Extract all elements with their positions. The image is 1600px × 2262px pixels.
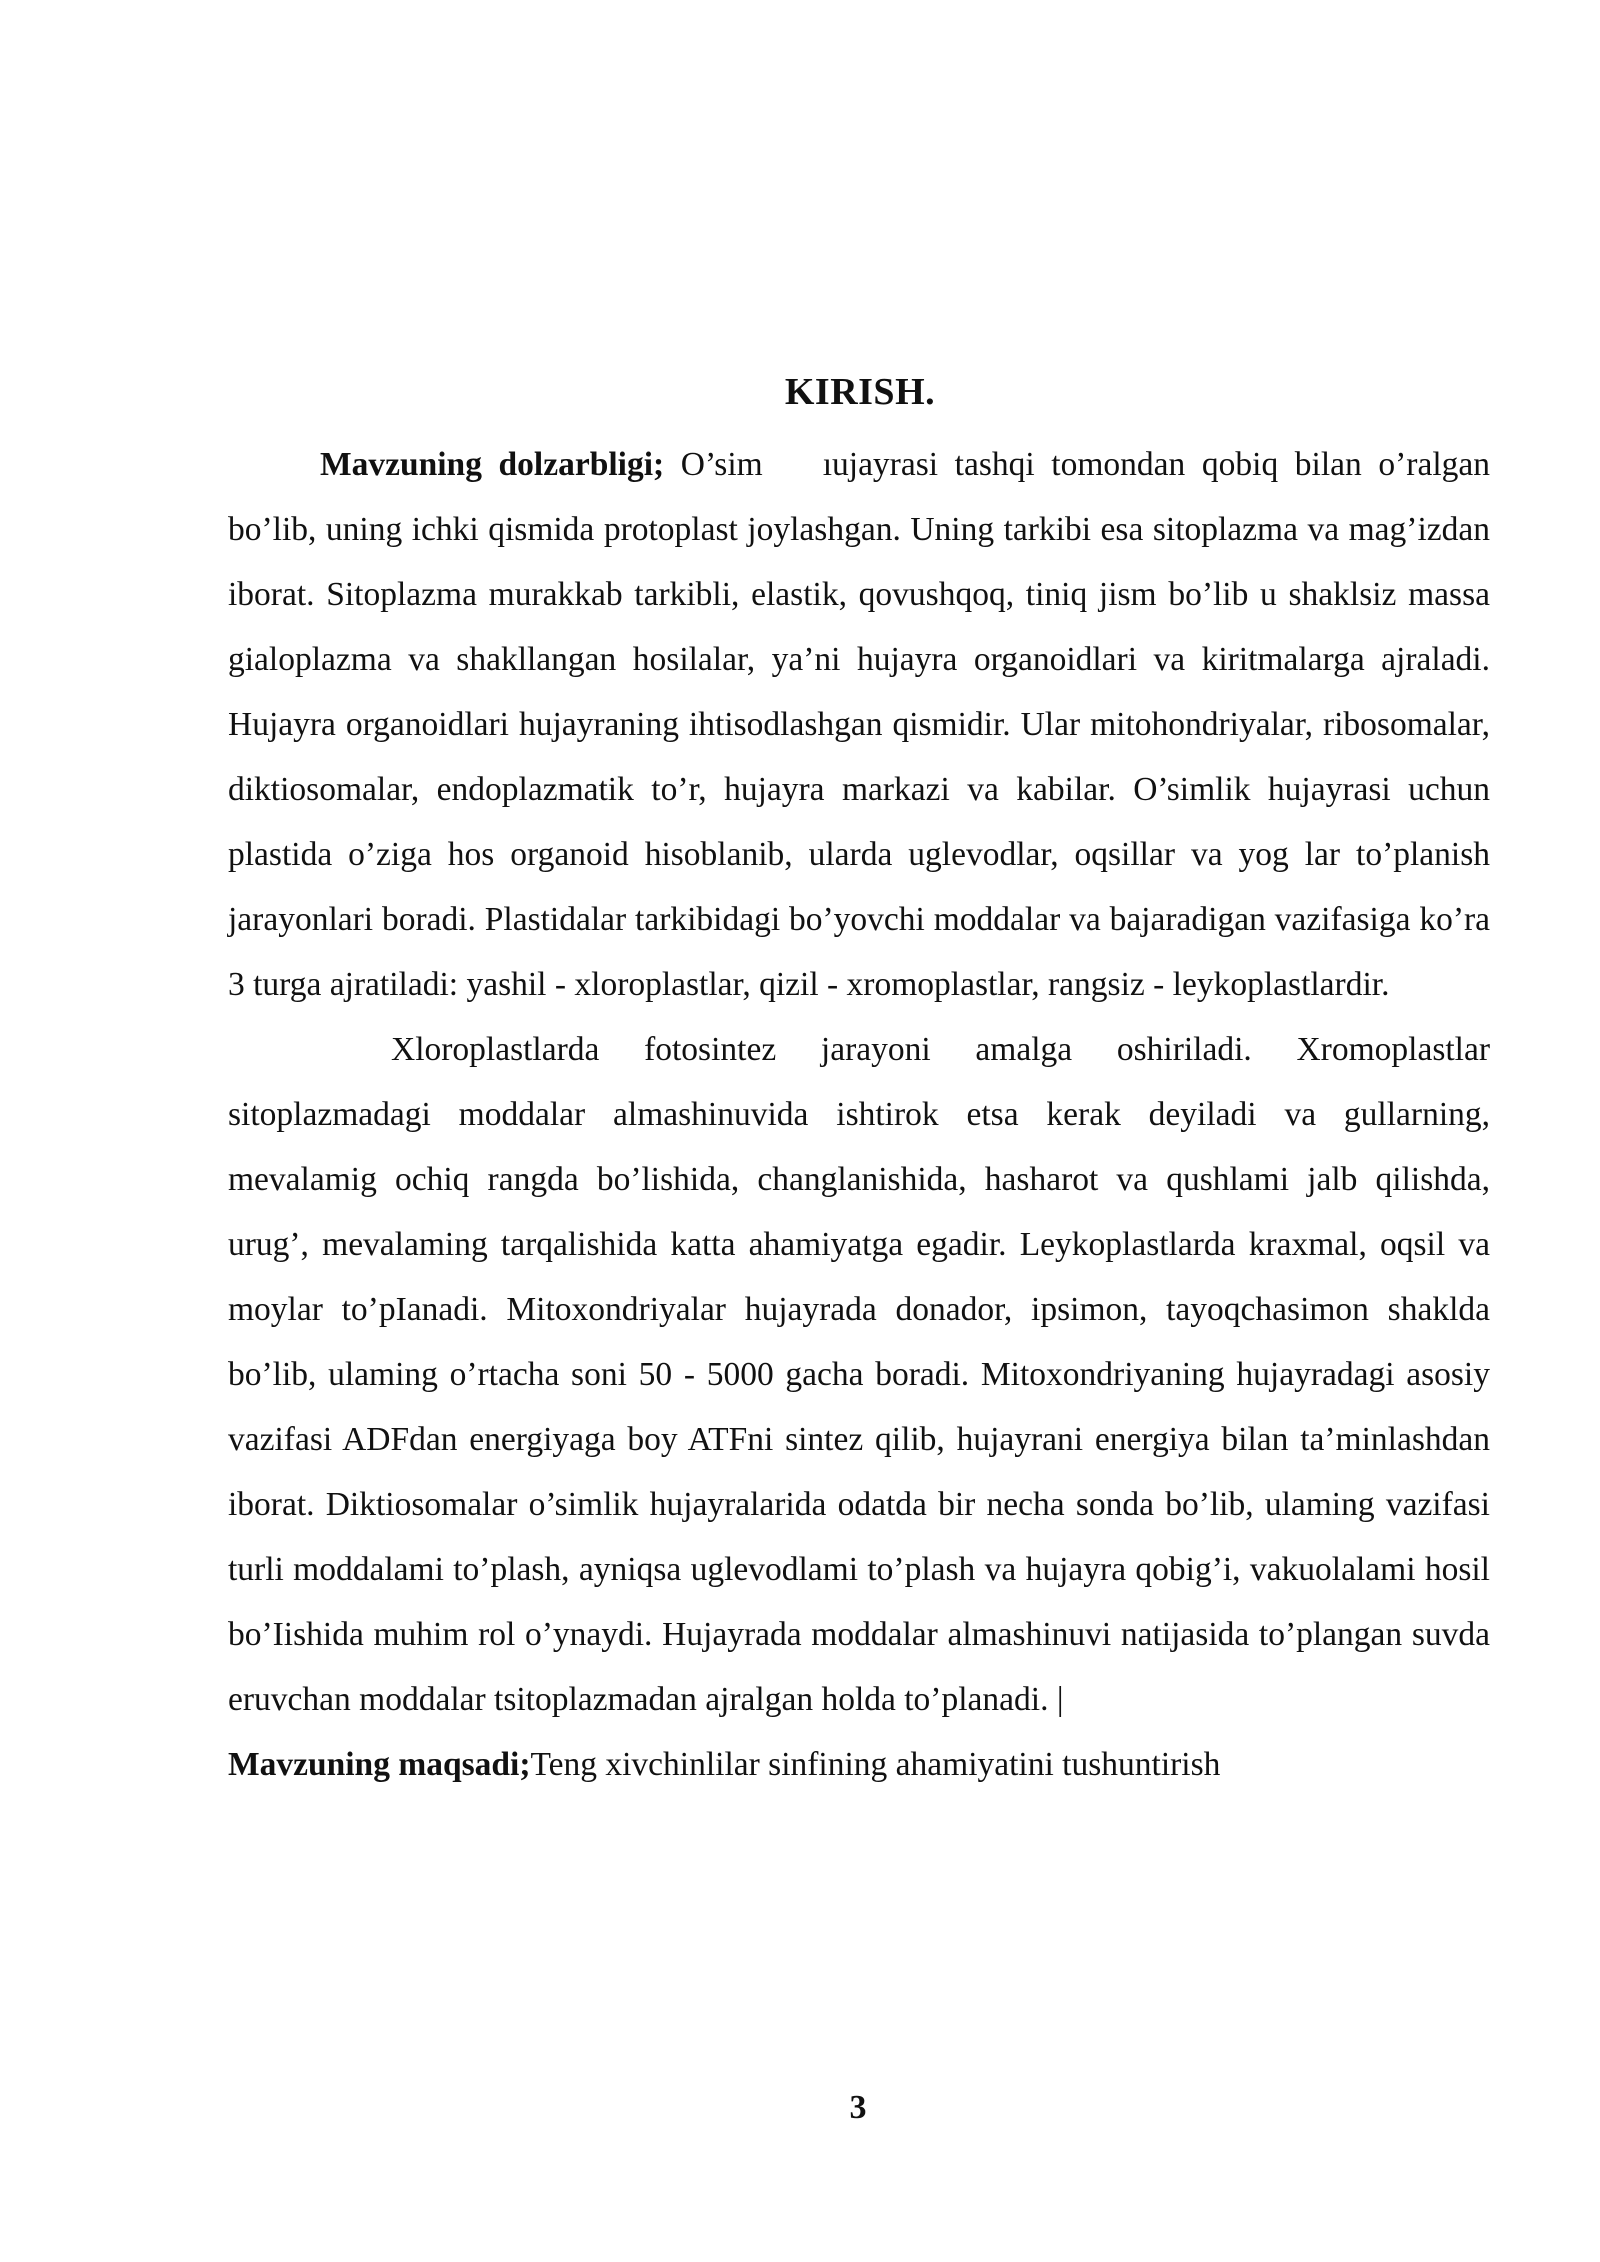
page-title: KIRISH. — [784, 371, 936, 406]
relevance-text: tashqi tomondan qobiq bilan o’ralgan bo’lib, uning ichki qismida protoplast joylashgan. Uning tarkibi esa sitoplazma va mag’izdan iborat. Sitoplazma murakkab tarkibli, elastik, qovushqoq, tiniq jism bo’lib u shaklsiz massa gialoplazma va shakllangan hosilalar, ya’ni hujayra organoidlari va kiritmalarga ajraladi. Hujayra organoidlari hujayraning ihtisodlashgan qismidir. Ular mitohondriyalar, ribosomalar, diktiosomalar, endoplazmatik to’r, hujayra markazi va kabilar. O’simlik hujayrasi uchun plastida o’ziga hos organoid hisoblanib, ularda uglevodlar, oqsillar va yog lar to’planish jarayonlari boradi. Plastidalar tarkibidagi bo’yovchi moddalar va bajaradigan vazifasiga ko’ra 3 turga ajratiladi: yashil - xloroplastlar, qizil - xromoplastlar, rangsiz - leykoplastlardir. — [228, 446, 1491, 1003]
goal-heading: Mavzuning maqsadi; — [228, 1746, 531, 1783]
goal-text: Teng xivchinlilar sinfining ahamiyatini tushuntirish — [530, 1746, 1221, 1783]
body-text — [228, 432, 1490, 1797]
relevance-first-word: O’sim — [680, 446, 763, 483]
page-number: 3 — [849, 2089, 867, 2126]
paragraph-goal — [228, 1732, 1490, 1797]
relevance-heading: Mavzuning dolzarbligi; — [320, 446, 665, 483]
paragraph-plastids: Xloroplastlarda fotosintez jarayoni amalga oshiriladi. Xromoplastlar sitoplazmadagi moddalar almashinuvida ishtirok etsa kerak deyiladi va gullarning, mevalamig ochiq rangda bo’lishida, changlanishida, hasharot va qushlami jalb qilishda, urug’, mevalaming tarqalishida katta ahamiyatga egadir. Leykoplastlarda kraxmal, oqsil va moylar to’pIanadi. Mitoxondriyalar hujayrada donador, ipsimon, tayoqchasimon shaklda bo’lib, ulaming o’rtacha soni 50 - 5000 gacha boradi. Mitoxondriyaning hujayradagi asosiy vazifasi ADFdan energiyaga boy ATFni sintez qilib, hujayrani energiya bilan ta’minlashdan iborat. Diktiosomalar o’simlik hujayralarida odatda bir necha sonda bo’lib, ulaming vazifasi turli moddalami to’plash, ayniqsa uglevodlami to’plash va hujayra qobig’i, vakuolalami hosil bo’Iishida muhim rol o’ynaydi. Hujayrada moddalar almashinuvi natijasida to’plangan suvda eruvchan moddalar tsitoplazmadan ajralgan holda to’planadi. | — [228, 1031, 1490, 1718]
relevance-fragment: ıujayrasi — [822, 446, 939, 483]
paragraph-relevance — [228, 432, 1490, 1017]
